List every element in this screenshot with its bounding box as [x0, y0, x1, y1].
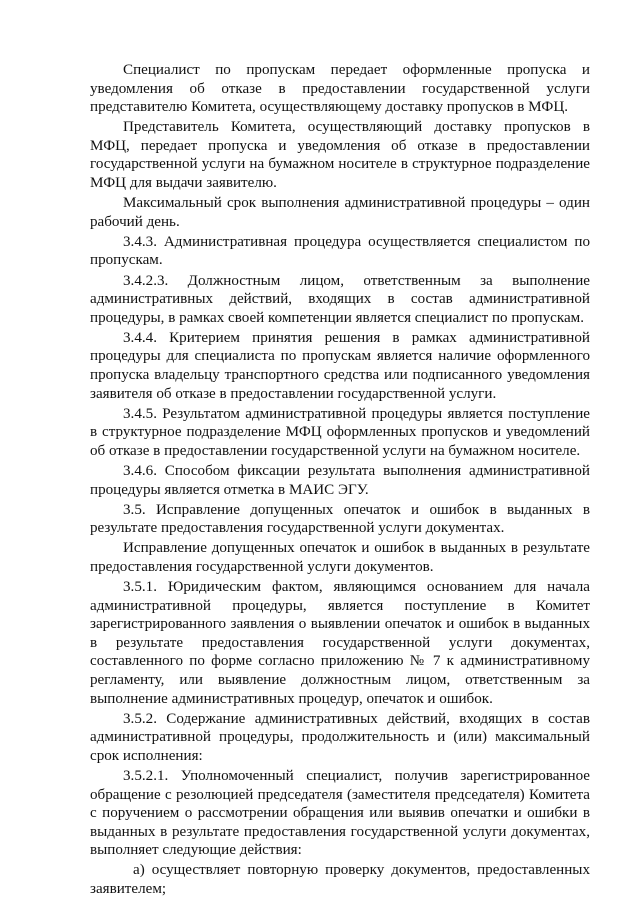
paragraph: Специалист по пропускам передает оформленные пропуска и уведомления об отказе в предоставлении государственной услуги представителю Комитета, осуществляющему доставку пропусков в МФЦ. — [90, 62, 590, 116]
paragraph-3-5-2: 3.5.2. Содержание административных действий, входящих в состав административной процедуры, продолжительность и (или) максимальный срок исполнения: — [90, 710, 590, 764]
paragraph-3-4-6: 3.4.6. Способом фиксации результата выполнения административной процедуры является отметка в МАИС ЭГУ. — [90, 462, 590, 498]
paragraph: Представитель Комитета, осуществляющий доставку пропусков в МФЦ, передает пропуска и уведомления об отказе в предоставлении государственной услуги на бумажном носителе в структурное подразделение МФЦ для выдачи заявителю. — [90, 119, 590, 192]
paragraph-3-4-3: 3.4.3. Административная процедура осуществляется специалистом по пропускам. — [90, 233, 590, 269]
paragraph: Исправление допущенных опечаток и ошибок в выданных в результате предоставления государственной услуги документов. — [90, 540, 590, 575]
paragraph-3-4-5: 3.4.5. Результатом административной процедуры является поступление в структурное подразделение МФЦ оформленных пропусков и уведомлений об отказе в предоставлении государственной услуги на бумажном носителе. — [90, 405, 590, 459]
paragraph: Максимальный срок выполнения административной процедуры – один рабочий день. — [90, 195, 590, 230]
list-item-a: а) осуществляет повторную проверку документов, предоставленных заявителем; — [90, 862, 590, 898]
paragraph-3-4-2-3: 3.4.2.3. Должностным лицом, ответственным за выполнение административных действий, входящих в состав административной процедуры, в рамках своей компетенции является специалист по пропускам. — [90, 272, 590, 326]
paragraph-3-5: 3.5. Исправление допущенных опечаток и ошибок в выданных в результате предоставления государственной услуги документах. — [90, 501, 590, 537]
document-body — [90, 61, 590, 900]
paragraph-3-5-2-1: 3.5.2.1. Уполномоченный специалист, получив зарегистрированное обращение с резолюцией председателя (заместителя председателя) Комитета с поручением о рассмотрении обращения или выявив опечатки и ошибки в выданных в результате предоставления государственной услуги документах, выполняет следующие действия: — [90, 767, 590, 859]
paragraph-3-4-4: 3.4.4. Критерием принятия решения в рамках административной процедуры для специалиста по пропускам является наличие оформленного пропуска владельцу транспортного средства или подписанного уведомления заявителя об отказе в предоставлении государственной услуги. — [90, 329, 590, 402]
paragraph-3-5-1: 3.5.1. Юридическим фактом, являющимся основанием для начала административной процедуры, является поступление в Комитет зарегистрированного заявления о выявлении опечаток и ошибок в выданных в результате предоставления государственной услуги документах, составленного по форме согласно приложению № 7 к административному регламенту, или выявление должностным лицом, ответственным за выполнение административных процедур, опечаток и ошибок. — [90, 579, 590, 707]
